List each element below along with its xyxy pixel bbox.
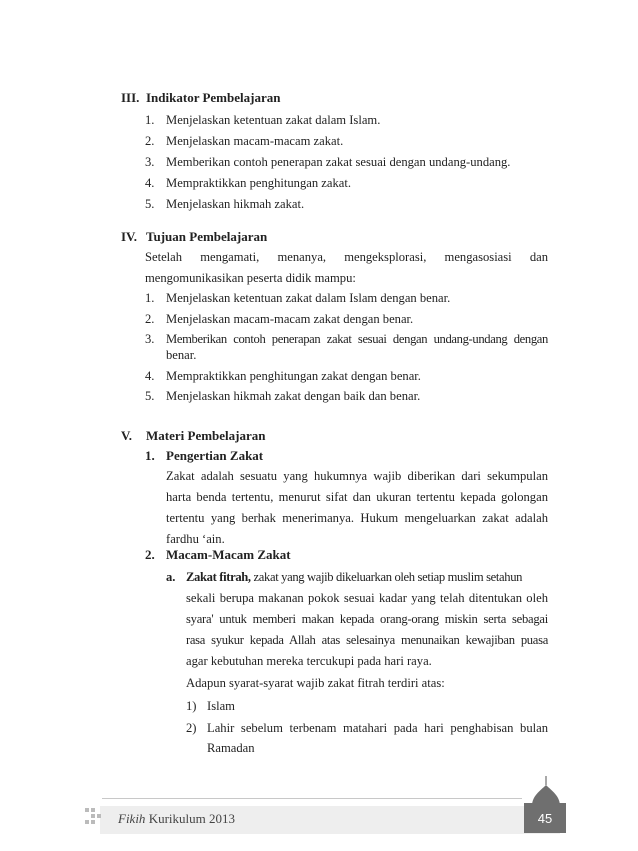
section-4-heading [121, 229, 267, 245]
item-a-first-line: Zakat fitrah, zakat yang wajib dikeluarkan oleh setiap muslim setahun [186, 570, 523, 584]
condition-number: 1) [186, 699, 197, 713]
section-4-title: Tujuan Pembelajaran [146, 229, 268, 244]
subsection-2-heading: 2. Macam-Macam Zakat [145, 547, 291, 562]
footer-dots-icon [85, 808, 101, 826]
item-a-term: Zakat fitrah, [186, 570, 251, 584]
paragraph-line: rasa syukur kepada Allah atas selesainya menunaikan kewajiban puasa [186, 633, 548, 647]
section-4-number: IV. [121, 229, 138, 244]
section-3-title: Indikator Pembelajaran [146, 90, 281, 105]
section-5-title: Materi Pembelajaran [146, 428, 266, 443]
footer-rule [102, 798, 522, 799]
list-item: 3. Memberikan contoh penerapan zakat sesuai dengan undang-undang dengan [145, 332, 548, 346]
paragraph-line: Zakat adalah sesuatu yang hukumnya wajib diberikan dari sekumpulan [166, 469, 548, 483]
list-item: 5. Menjelaskan hikmah zakat. [145, 197, 305, 211]
intro-line-1: Setelah mengamati, menanya, mengeksplorasi, mengasosiasi dan [145, 250, 548, 264]
page-number: 45 [537, 811, 553, 826]
section-5-heading [121, 428, 265, 444]
condition-text: Lahir sebelum terbenam matahari pada hari penghabisan bulan [207, 721, 548, 735]
intro-line-2: mengomunikasikan peserta didik mampu: [145, 271, 356, 285]
condition-text: Islam [207, 699, 235, 713]
list-item: 4. Mempraktikkan penghitungan zakat dengan benar. [145, 369, 421, 383]
paragraph-line: tertentu yang berhak menerimanya. Hukum mengeluarkan zakat adalah [166, 511, 548, 525]
condition-number: 2) [186, 721, 197, 735]
section-5-number: V. [121, 428, 132, 443]
list-item: 2. Menjelaskan macam-macam zakat. [145, 134, 344, 148]
list-item: 5. Menjelaskan hikmah zakat dengan baik dan benar. [145, 389, 421, 403]
section-3-number: III. [121, 90, 140, 105]
paragraph-line: fardhu ‘ain. [166, 532, 225, 546]
condition-text-continuation: Ramadan [207, 741, 255, 755]
subsection-1-heading: 1. Pengertian Zakat [145, 448, 264, 463]
paragraph-line: harta benda tertentu, menurut sifat dan ukuran tertentu kepada golongan [166, 490, 548, 504]
list-item: 1. Menjelaskan ketentuan zakat dalam Islam dengan benar. [145, 291, 451, 305]
section-3-heading [121, 90, 280, 106]
item-a-label: a. [166, 570, 176, 584]
dome-icon [528, 776, 564, 806]
list-item: 4. Mempraktikkan penghitungan zakat. [145, 176, 352, 190]
list-item: 3. Memberikan contoh penerapan zakat sesuai dengan undang-undang. [145, 155, 511, 169]
conditions-intro: Adapun syarat-syarat wajib zakat fitrah terdiri atas: [186, 676, 445, 690]
footer-book-title: Fikih Kurikulum 2013 [118, 811, 235, 826]
paragraph-line: agar kebutuhan mereka tercukupi pada hari raya. [186, 654, 432, 668]
list-item: 2. Menjelaskan macam-macam zakat dengan benar. [145, 312, 414, 326]
paragraph-line: syara' untuk memberi makan kepada orang-orang miskin serta sebagai [186, 612, 548, 626]
list-item: 1. Menjelaskan ketentuan zakat dalam Islam. [145, 113, 381, 127]
list-item-continuation: benar. [166, 348, 197, 362]
paragraph-line: sekali berupa makanan pokok sesuai kadar yang telah ditentukan oleh [186, 591, 548, 605]
